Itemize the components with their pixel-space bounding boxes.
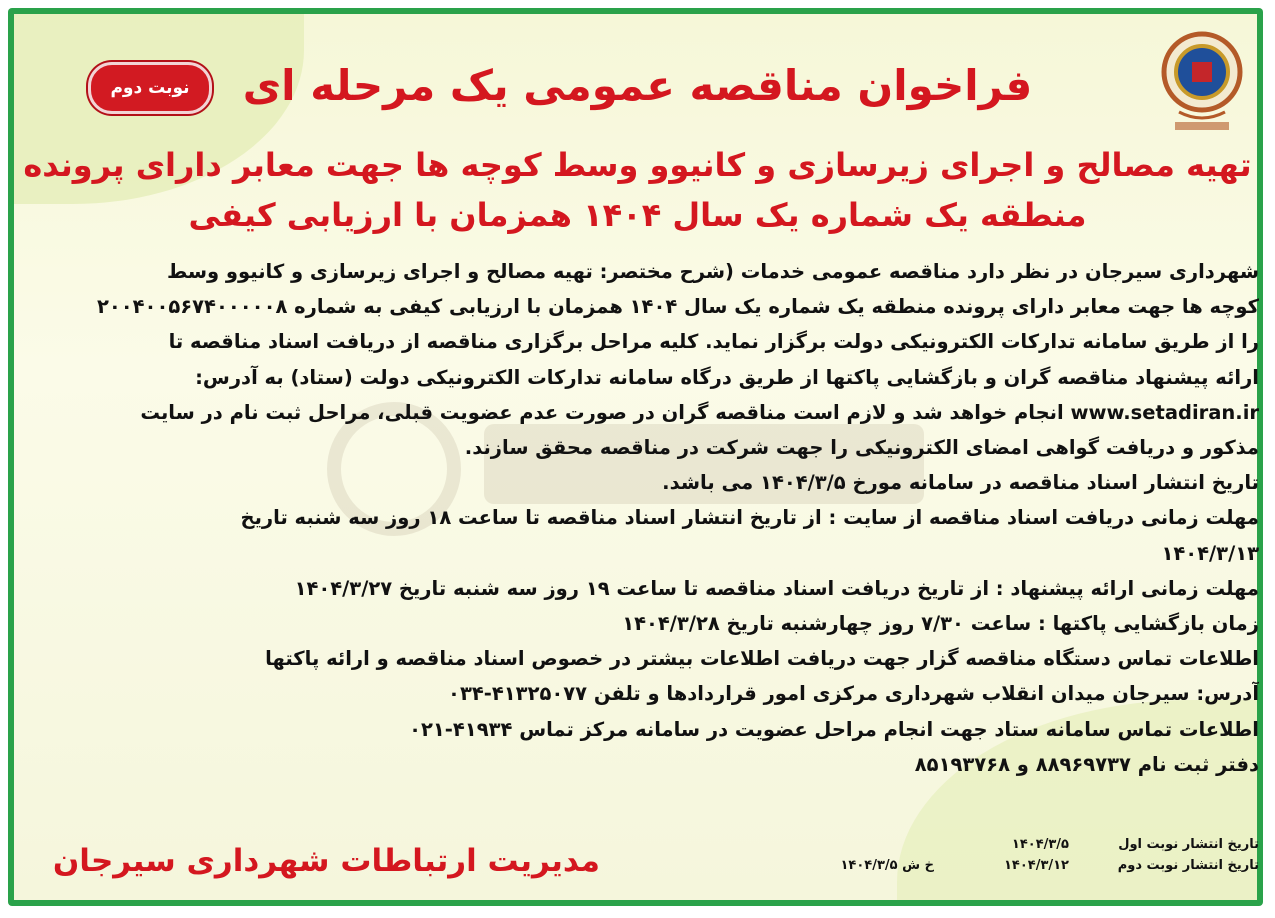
signature-communications-office: مدیریت ارتباطات شهرداری سیرجان: [52, 843, 600, 879]
body-line-bid-deadline: مهلت زمانی ارائه پیشنهاد : از تاریخ دریافت اسناد مناقصه تا ساعت ۱۹ روز سه شنبه تاریخ ۱۴۰۴/۳/۲۷: [294, 576, 1259, 600]
subtitle-line: منطقه یک شماره یک سال ۱۴۰۴ همزمان با ارزیابی کیفی: [188, 196, 1087, 234]
body-line-publish-date: تاریخ انتشار اسناد مناقصه در سامانه مورخ ۱۴۰۴/۳/۵ می باشد.: [662, 471, 1259, 495]
body-line: را از طریق سامانه تدارکات الکترونیکی دولت برگزار نماید. کلیه مراحل برگزاری مناقصه از دریافت اسناد مناقصه تا: [168, 330, 1259, 354]
notice-subtitle: [20, 140, 1255, 240]
body-line: ارائه پیشنهاد مناقصه گران و بازگشایی پاکتها از طریق درگاه سامانه تدارکات الکترونیکی دولت (ستاد) به آدرس:: [195, 365, 1259, 389]
body-line-contact-info: اطلاعات تماس دستگاه مناقصه گزار جهت دریافت اطلاعات بیشتر در خصوص اسناد مناقصه و ارائه پاکتها: [265, 647, 1259, 671]
second-publication-label: تاریخ انتشار نوبت دوم: [1117, 858, 1259, 873]
body-line-website: www.setadiran.ir انجام خواهد شد و لازم است مناقصه گران در صورت عدم عضویت قبلی، مراحل ثبت نام در سایت: [140, 400, 1259, 424]
body-line-opening-time: زمان بازگشایی پاکتها : ساعت ۷/۳۰ روز چهارشنبه تاریخ ۱۴۰۴/۳/۲۸: [622, 612, 1259, 636]
second-publication-date: ۱۴۰۴/۳/۱۲: [1003, 858, 1069, 873]
notice-title: فراخوان مناقصه عمومی یک مرحله ای: [242, 61, 1033, 110]
body-line-doc-deadline: مهلت زمانی دریافت اسناد مناقصه از سایت : از تاریخ انتشار اسناد مناقصه تا ساعت ۱۸ روز سه شنبه تاریخ: [240, 506, 1259, 530]
body-line: کوچه ها جهت معابر دارای پرونده منطقه یک شماره یک سال ۱۴۰۴ همزمان با ارزیابی کیفی به شماره ۲۰۰۴۰۰۵۶۷۴۰۰۰۰۰۸: [96, 295, 1259, 319]
body-line-doc-deadline-date: ۱۴۰۴/۳/۱۳: [1161, 541, 1259, 565]
first-publication-date: ۱۴۰۴/۳/۵: [1011, 837, 1069, 852]
subtitle-line: تهیه مصالح و اجرای زیرسازی و کانیوو وسط کوچه ها جهت معابر دارای پرونده: [23, 146, 1252, 184]
body-line: شهرداری سیرجان در نظر دارد مناقصه عمومی خدمات (شرح مختصر: تهیه مصالح و اجرای زیرسازی و کانیوو وسط: [166, 260, 1259, 283]
municipality-logo-emblem: [1157, 24, 1247, 142]
round-two-badge: نوبت دوم: [88, 62, 212, 114]
body-line: مذکور و دریافت گواهی امضای الکترونیکی را جهت شرکت در مناقصه محقق سازند.: [464, 436, 1259, 460]
publication-second-row: [739, 855, 1259, 876]
first-publication-label: تاریخ انتشار نوبت اول: [1118, 837, 1259, 852]
body-line-registration-office: دفتر ثبت نام ۸۸۹۶۹۷۳۷ و ۸۵۱۹۳۷۶۸: [914, 752, 1259, 776]
publication-code: خ ش ۱۴۰۴/۳/۵: [840, 858, 934, 873]
publication-first-row: [739, 834, 1259, 855]
body-line-address: آدرس: سیرجان میدان انقلاب شهرداری مرکزی امور قراردادها و تلفن ۴۱۳۲۵۰۷۷-۰۳۴: [448, 682, 1259, 706]
publication-dates: [739, 834, 1259, 876]
notice-body: [16, 254, 1259, 782]
body-line-setad-contact: اطلاعات تماس سامانه ستاد جهت انجام مراحل عضویت در سامانه مرکز تماس ۴۱۹۳۴-۰۲۱: [409, 717, 1259, 741]
